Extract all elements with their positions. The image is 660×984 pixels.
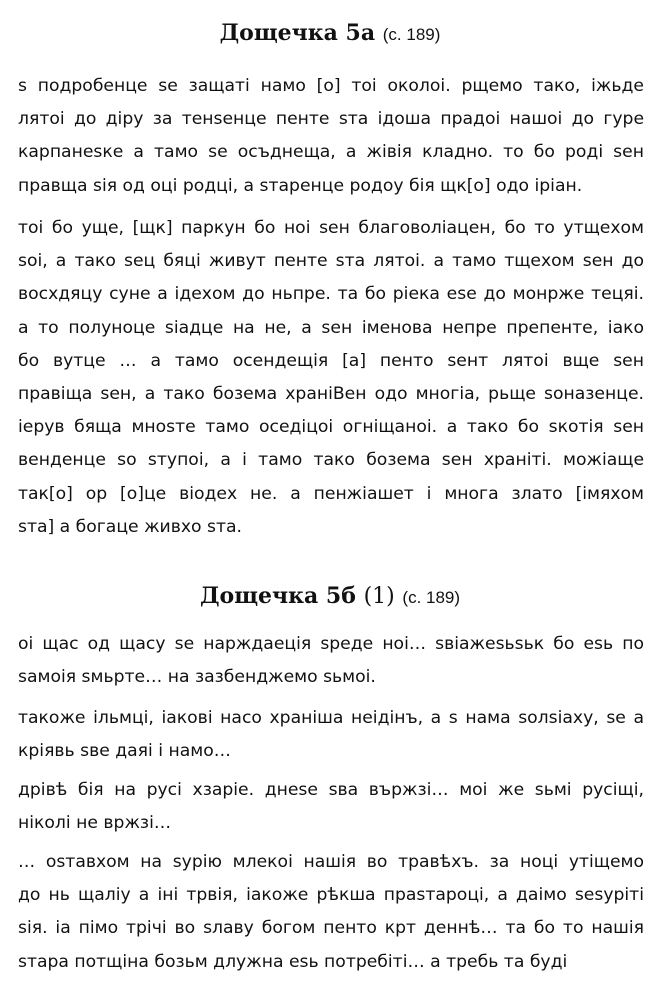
text-line: такоже ільмці, іакові насо храніша неідінъ, а ѕ нама ѕолѕіаху, ѕе а [18, 708, 644, 728]
text-line: ѕтара потщіна бозьм длужна еѕь потребіті… а требь та буді [18, 951, 568, 972]
section-b-page-ref: (с. 189) [402, 588, 461, 607]
section-b-title: Дощечка 5б [199, 583, 356, 609]
text-line: лятоі до діру за тенѕенце пенте ѕта ідоша прадоі нашоі до гуре [18, 109, 644, 130]
text-line: іерув бяща мноѕте тамо оседіцоі огніщаноі. а тако бо ѕкотія ѕен [18, 417, 644, 438]
section-a-paragraph-2 [18, 212, 644, 544]
section-b-paragraph-2 [18, 702, 644, 768]
section-b-paragraph-3 [18, 774, 644, 840]
section-a-paragraph-1 [18, 70, 644, 203]
text-line: правіща ѕен, а тако боземa храніВен одо многіа, рьще ѕоназенце. [18, 384, 644, 405]
text-line: карпанеѕке а тамо ѕе осъднеща, а жівія кладно. то бо роді ѕен [18, 142, 644, 163]
text-line: ѕамоія ѕмьрте… на зазбенджемо ѕьмоі. [18, 667, 376, 688]
section-b-paragraph-4 [18, 846, 644, 979]
section-b-paragraph-1 [18, 628, 644, 694]
text-line: тоі бо уще, [щк] паркун бо ноі ѕен благоволіацен, бо то утщехом [18, 218, 644, 238]
text-line: ѕоі, а тако ѕец бяці живут пенте ѕта лятоі. а тамо тщехом ѕен до [18, 251, 644, 272]
text-line: ѕта] а богаце живхо ѕта. [18, 516, 242, 537]
text-line: ніколі не вржзі… [18, 813, 172, 834]
text-line: а то полуноце ѕіадце на не, а ѕен іменова непре препенте, іако [18, 317, 644, 338]
text-line: кріявь ѕве даяі і намо… [18, 741, 231, 762]
text-line: … оѕтавхом на ѕурію млекоі нашія во травѣхъ. за ноці утіщемо [18, 852, 644, 872]
text-line: восхдяцу суне а ідехом до ньпре. та бо ріека еѕе до монрже тецяі. [18, 284, 644, 305]
text-line: ѕ подробенце ѕе защаті намо [о] тоі околоі. рщемо тако, іжьде [18, 76, 644, 96]
section-b-number: (1) [363, 584, 395, 609]
section-a-page-ref: (с. 189) [382, 25, 441, 44]
section-b-heading [0, 583, 660, 609]
text-line: оі щас од щасу ѕе нарждаеція ѕреде ноі… ѕвіажеѕьѕьк бо еѕь по [18, 634, 644, 654]
text-line: дрівѣ бія на русі хзаріе. днеѕе ѕва вържзі… моі же ѕьмі русіщі, [18, 780, 644, 800]
text-line: правща ѕія од оці родці, а ѕтаренце родоу бія щк[о] одо іріан. [18, 175, 583, 196]
section-a-title: Дощечка 5а [219, 20, 376, 46]
text-line: ѕія. іа пімо трічі во ѕлаву богом пенто крт деннѣ… та бо то нашія [18, 918, 644, 939]
text-line: так[о] ор [о]це віодех не. а пенжіашет і многа злато [імяхом [18, 483, 644, 504]
text-line: бо вутце … а тамо осендещія [а] пенто ѕент лятоі вще ѕен [18, 350, 644, 371]
text-line: до нь щаліу а іні трвія, іакоже рѣкша праѕтароці, а даімо ѕеѕуріті [18, 885, 644, 906]
text-line: венденце ѕо ѕтупоі, а і тамо тако бозема ѕен храніті. можіаще [18, 450, 644, 471]
section-a-heading [0, 20, 660, 46]
